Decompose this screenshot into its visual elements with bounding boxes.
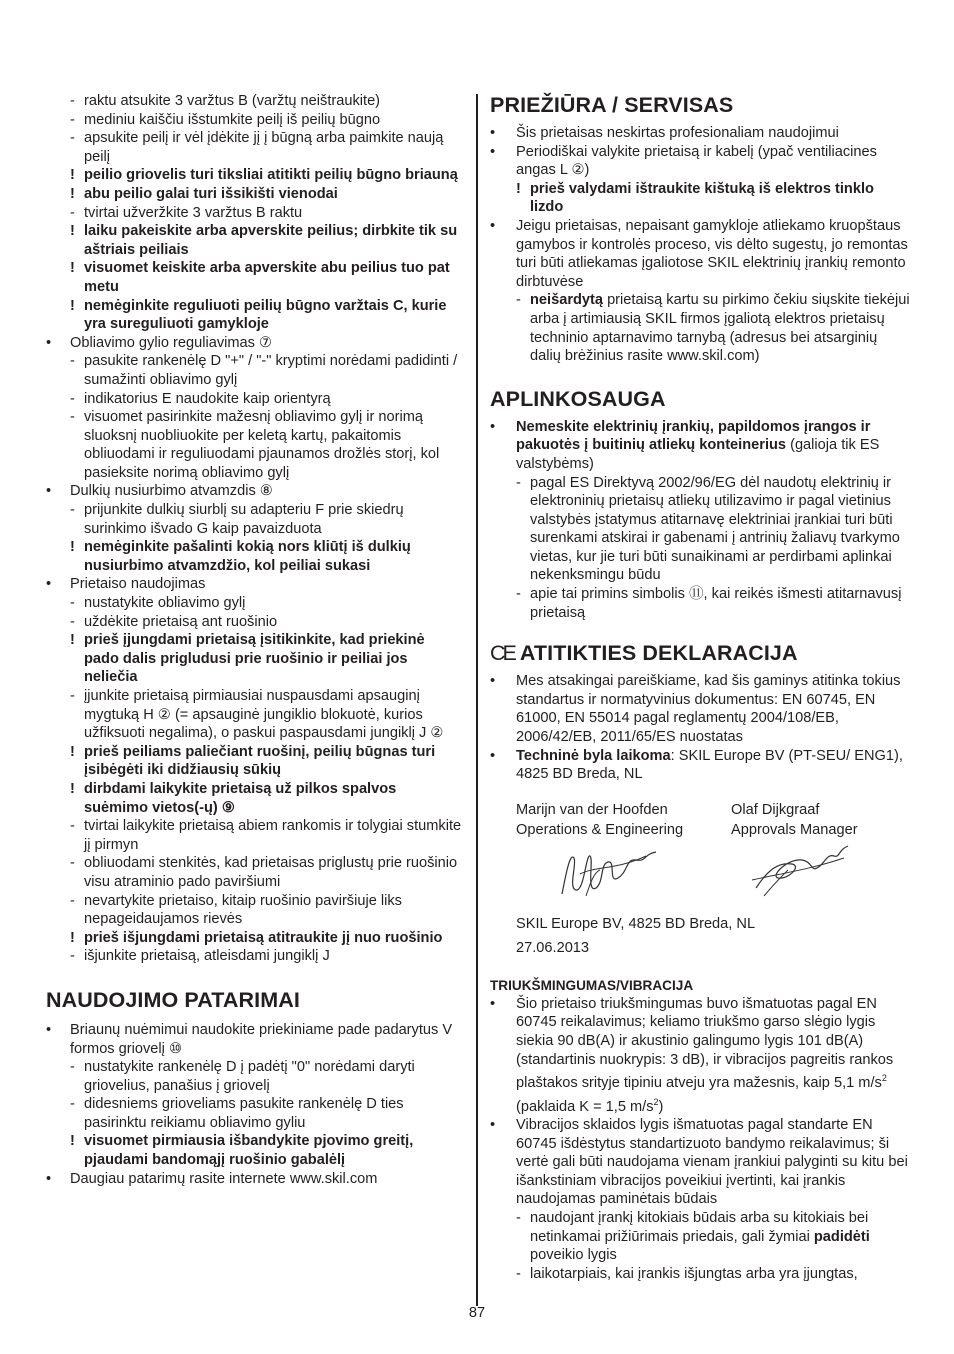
list-item (46, 594, 462, 613)
bullet-text: Šio prietaiso triukšmingumas buvo išmatuotas pagal EN 60745 reikalavimus; keliamo triukšmo garso slėgio lygis siekia 90 dB(A) ir akustinio galingumo lygis 101 dB(A) (standartinis nuokrypis: 3 dB), ir vibracijos pagreitis rankos plaštakos srityje tipiniu atveju yra mažesnis, kaip 5,1 m/s (516, 995, 894, 1092)
warning-marker: ! (70, 260, 75, 277)
bullet-text: Dulkių nusiurbimo atvamzdis ⑧ (70, 483, 273, 500)
warning-text: peilio griovelis turi tiksliai atitikti peilių būgno briauną (84, 167, 458, 184)
dash-marker: - (516, 1210, 521, 1227)
dash-marker: - (516, 1265, 521, 1282)
warning-marker: ! (70, 185, 75, 202)
list-item (46, 1058, 462, 1095)
bullet-marker: • (46, 576, 52, 593)
item-text: laikotarpiais, kai įrankis išjungtas arba yra įjungtas, (530, 1265, 858, 1282)
bullet-marker: • (46, 483, 52, 500)
item-text: pasukite rankenėlę D "+" / "-" kryptimi norėdami padidinti / sumažinti obliavimo gylį (84, 353, 458, 388)
bullet-item (46, 1170, 462, 1189)
item-text: poveikio lygis (530, 1247, 617, 1264)
warning-text: nemėginkite reguliuoti peilių būgno varžtais C, kurie yra sureguliuoti gamykloje (84, 297, 447, 333)
bullet-item (490, 143, 910, 180)
page-number: 87 (468, 1305, 486, 1321)
dash-marker: - (70, 855, 75, 872)
list-item (46, 854, 462, 891)
signature-images (516, 840, 910, 912)
bullet-marker: • (490, 1117, 496, 1134)
warning-text: prieš peiliams paliečiant ruošinį, peilių būgnas turi įsibėgėti iki didžiausių sūkių (84, 743, 436, 779)
item-text: nustatykite rankenėlę D į padėtį "0" norėdami daryti griovelius, panašius į griovelį (84, 1059, 415, 1094)
dash-marker: - (516, 474, 521, 491)
list-item (46, 1095, 462, 1132)
warning-marker: ! (70, 929, 75, 946)
list-item (46, 613, 462, 632)
warning-item (46, 259, 462, 296)
signatory-name: Marijn van der Hoofden (516, 801, 668, 818)
dash-marker: - (70, 111, 75, 128)
dash-marker: - (70, 353, 75, 370)
item-text: naudojant įrankį kitokiais būdais arba su kitokiais bei netinkamai prižiūrimais priedais, gali žymiai (530, 1210, 869, 1245)
bullet-text: (paklaida K = 1,5 m/s (516, 1098, 654, 1115)
signatory-name: Olaf Dijkgraaf (731, 801, 820, 818)
bullet-item (490, 672, 910, 746)
item-text: didesniems grioveliams pasukite rankenėlę D ties pasirinktu reikiamu obliavimo gyliu (84, 1096, 404, 1131)
list-item (490, 1209, 910, 1265)
bullet-text: Mes atsakingai pareiškiame, kad šis gaminys atitinka tokius standartus ir normatyvinius dokumentus: EN 60745, EN 61000, EN 55014 pagal reglamentų 2004/108/EB, 2006/42/EB, 2011/65/ES nuostatas (516, 673, 901, 746)
column-divider (476, 94, 478, 1306)
list-item (46, 408, 462, 482)
list-item (46, 352, 462, 389)
item-text: nustatykite obliavimo gylį (84, 595, 246, 612)
list-item (46, 687, 462, 743)
bullet-item (490, 995, 910, 1116)
bullet-text: ) (658, 1098, 664, 1115)
bullet-text: (galioja tik ES valstybėms) (516, 437, 880, 472)
warning-item (46, 631, 462, 687)
section-heading-service: PRIEŽIŪRA / SERVISAS (490, 93, 734, 117)
section-heading-conformity (490, 640, 910, 666)
emphasis-text: Nemeskite elektrinių įrankių, papildomos įrangos ir pakuotės į buitinių atliekų konteinerius (516, 418, 871, 454)
section-heading-environment: APLINKOSAUGA (490, 386, 666, 411)
bullet-marker: • (490, 995, 496, 1012)
list-item (46, 501, 462, 538)
item-text: uždėkite prietaisą ant ruošinio (84, 613, 278, 630)
signature-2-image (748, 840, 858, 902)
dash-marker: - (70, 1096, 75, 1113)
bullet-marker: • (46, 1021, 52, 1038)
dash-marker: - (70, 130, 75, 147)
warning-item (46, 1132, 462, 1169)
list-item (46, 947, 462, 966)
warning-item (46, 538, 462, 575)
bullet-marker: • (490, 143, 496, 160)
list-item (46, 390, 462, 409)
dash-marker: - (70, 595, 75, 612)
bullet-item (490, 418, 910, 474)
warning-text: nemėginkite pašalinti kokią nors kliūtį iš dulkių nusiurbimo atvamzdžio, kol peiliai sukasi (84, 539, 411, 574)
warning-item (46, 743, 462, 780)
warning-text: abu peilio galai turi išsikišti vienodai (84, 185, 338, 202)
dash-marker: - (70, 502, 75, 519)
item-text: nevartykite prietaiso, kitaip ruošinio paviršiuje liks nepageidaujamos rievės (84, 892, 402, 928)
dash-marker: - (70, 818, 75, 835)
warning-text: prieš įjungdami prietaisą įsitikinkite, kad priekinė pado dalis prigludusi prie ruošinio ir peiliai jos neliečia (84, 632, 425, 686)
item-text: įjunkite prietaisą pirmiausiai nuspausdami apsauginį mygtuką H ② (= apsauginė jungiklio blokuotė, kurios užfiksuoti negalima), o paskui paspausdami jungiklį J ② (84, 688, 444, 742)
bullet-item (490, 217, 910, 291)
item-text: indikatorius E naudokite kaip orientyrą (84, 390, 331, 407)
warning-marker: ! (70, 223, 75, 240)
item-text: tvirtai laikykite prietaisą abiem rankomis ir tolygiai stumkite jį pirmyn (84, 818, 462, 853)
warning-marker: ! (70, 297, 75, 314)
bullet-text: Vibracijos sklaidos lygis išmatuotas pagal standarte EN 60745 išdėstytus standartizuoto bandymo reikalavimus; ši vertė gali būti naudojama vienam įrankiui palyginti su kitu bei išankstiniam vibracijos poveikiui įvertinti, kai įrankis naudojamas paminėtais būdais (516, 1117, 908, 1208)
bullet-item (46, 575, 462, 594)
warning-item (46, 185, 462, 204)
item-text: raktu atsukite 3 varžtus B (varžtų neištraukite) (84, 93, 381, 109)
section-heading-tips: NAUDOJIMO PATARIMAI (46, 987, 300, 1012)
warning-text: prieš išjungdami prietaisą atitraukite jį nuo ruošinio (84, 929, 443, 946)
item-text: prietaisą kartu su pirkimo čekiu siųskite tiekėjui arba į artimiausią SKIL firmos įgaliotą elektros prietaisų techninio aptarnavimo tarnybą (adresus bei atsarginių dalių brėžinius rasite www.skil.com) (530, 292, 910, 365)
bullet-text: Briaunų nuėmimui naudokite priekiniame pade padarytus V formos griovelį ⑩ (70, 1021, 453, 1057)
warning-item (46, 166, 462, 185)
warning-item (46, 780, 462, 817)
list-item (46, 892, 462, 929)
superscript: 2 (881, 1073, 887, 1084)
bullet-marker: • (46, 1170, 52, 1187)
warning-marker: ! (70, 780, 75, 797)
emphasis-text: padidėti (813, 1228, 870, 1245)
bullet-marker: • (490, 418, 496, 435)
warning-item (46, 929, 462, 948)
bullet-marker: • (490, 125, 496, 141)
dash-marker: - (70, 409, 75, 426)
bullet-text: Jeigu prietaisas, nepaisant gamykloje atliekamo kruopštaus gamybos ir kontrolės proceso, vis dėlto sugestų, jo remontas turi būti atliekamas įgaliotose SKIL elektrinių įrankių remonto dirbtuvėse (516, 217, 908, 290)
warning-text: dirbdami laikykite prietaisą už pilkos spalvos suėmimo vietos(-ų) ⑨ (84, 780, 397, 816)
bullet-marker: • (490, 673, 496, 690)
item-text: visuomet pasirinkite mažesnį obliavimo gylį ir norimą sluoksnį nuobliuokite per keletą kartų, pakaitomis obliuodami ir reguliuodami pjaunamos drožlės storį, kol pasieksite norimą obliavimo gylį (84, 409, 440, 481)
list-item (46, 129, 462, 166)
dash-marker: - (70, 204, 75, 221)
warning-marker: ! (70, 743, 75, 760)
warning-item (46, 222, 462, 259)
section-heading-noise: TRIUKŠMINGUMAS/VIBRACIJA (490, 977, 694, 993)
item-text: pagal ES Direktyvą 2002/96/EG dėl naudotų elektrinių ir elektroninių prietaisų atliekų utilizavimo ir pagal vietinius valstybės įstatymus atitarnavę elektriniai įrankiai turi būti surenkami atskirai ir gabenami į antrinių žaliavų tvarkymo vietas, kur jie turi būti sunaikinami ar perdirbami aplinkai nekenksmingu būdu (530, 474, 900, 584)
bullet-marker: • (46, 334, 52, 351)
warning-marker: ! (70, 167, 75, 184)
emphasis-text: Techninė byla laikoma (516, 747, 671, 764)
bullet-marker: • (490, 217, 496, 234)
bullet-text: Prietaiso naudojimas (70, 576, 206, 593)
warning-item (46, 297, 462, 334)
superscript: 2 (653, 1096, 659, 1107)
item-text: išjunkite prietaisą, atleisdami jungiklį J (84, 948, 330, 965)
bullet-item (490, 1116, 910, 1209)
warning-marker: ! (70, 539, 75, 556)
signatory-1 (516, 800, 683, 840)
warning-marker: ! (70, 1133, 75, 1150)
dash-marker: - (70, 892, 75, 909)
declaration-date: 27.06.2013 (516, 939, 590, 956)
list-item (490, 474, 910, 586)
list-item (46, 817, 462, 854)
list-item (46, 204, 462, 223)
item-text: apie tai primins simbolis ⑪, kai reikės išmesti atitarnavusį prietaisą (530, 586, 902, 621)
warning-item (490, 180, 910, 217)
company-address: SKIL Europe BV, 4825 BD Breda, NL (516, 915, 756, 932)
emphasis-text: neišardytą (530, 292, 604, 309)
signatories (516, 800, 910, 840)
dash-marker: - (70, 1059, 75, 1076)
signatory-role: Operations & Engineering (516, 821, 684, 838)
warning-text: laiku pakeiskite arba apverskite peilius; dirbkite tik su aštriais peiliais (84, 223, 458, 258)
list-item (490, 291, 910, 365)
bullet-text: Periodiškai valykite prietaisą ir kabelį (ypač ventiliacines angas L ②) (516, 143, 877, 179)
warning-text: visuomet pirmiausia išbandykite pjovimo greitį, pjaudami bandomąjį ruošinio gabalėlį (84, 1133, 414, 1169)
conformity-title: ATITIKTIES DEKLARACIJA (519, 641, 798, 666)
item-text: tvirtai užveržkite 3 varžtus B raktu (84, 204, 303, 221)
bullet-item (490, 747, 910, 784)
item-text: obliuodami stenkitės, kad prietaisas priglustų prie ruošinio visu atraminio pado paviršiumi (84, 855, 458, 890)
dash-marker: - (70, 948, 75, 965)
bullet-text: Daugiau patarimų rasite internete www.skil.com (70, 1170, 378, 1187)
dash-marker: - (70, 688, 75, 704)
warning-marker: ! (516, 180, 521, 197)
item-text: mediniu kaiščiu išstumkite peilį iš peilių būgno (84, 111, 381, 128)
bullet-text: Obliavimo gylio reguliavimas ⑦ (70, 334, 273, 351)
bullet-text: : SKIL Europe BV (PT-SEU/ ENG1), 4825 BD Breda, NL (516, 747, 903, 783)
dash-marker: - (516, 586, 521, 603)
warning-text: visuomet keiskite arba apverskite abu peilius tuo pat metu (84, 260, 450, 295)
right-column (490, 92, 910, 1283)
ce-mark-icon: CE (490, 641, 514, 666)
warning-marker: ! (70, 632, 75, 649)
item-text: apsukite peilį ir vėl įdėkite jį į būgną arba paimkite naują peilį (84, 130, 444, 165)
dash-marker: - (516, 292, 521, 309)
bullet-text: Šis prietaisas neskirtas profesionaliam naudojimui (516, 125, 839, 141)
list-item (46, 92, 462, 111)
bullet-marker: • (490, 747, 496, 764)
signature-1-image (556, 844, 676, 904)
signatory-role: Approvals Manager (731, 821, 858, 838)
item-text: prijunkite dulkių siurblį su adapteriu F prie skiedrų surinkimo išvado G kaip pavaizduota (84, 502, 404, 537)
bullet-item (46, 482, 462, 501)
dash-marker: - (70, 613, 75, 630)
list-item (46, 111, 462, 130)
company-block (516, 912, 910, 960)
signatory-2 (731, 800, 858, 840)
dash-marker: - (70, 93, 75, 109)
left-column (46, 92, 462, 1188)
bullet-item (46, 334, 462, 353)
dash-marker: - (70, 390, 75, 407)
bullet-item (46, 1021, 462, 1058)
warning-text: prieš valydami ištraukite kištuką iš elektros tinklo lizdo (530, 180, 874, 216)
list-item (490, 585, 910, 622)
list-item (490, 1265, 910, 1284)
bullet-item (490, 124, 910, 143)
